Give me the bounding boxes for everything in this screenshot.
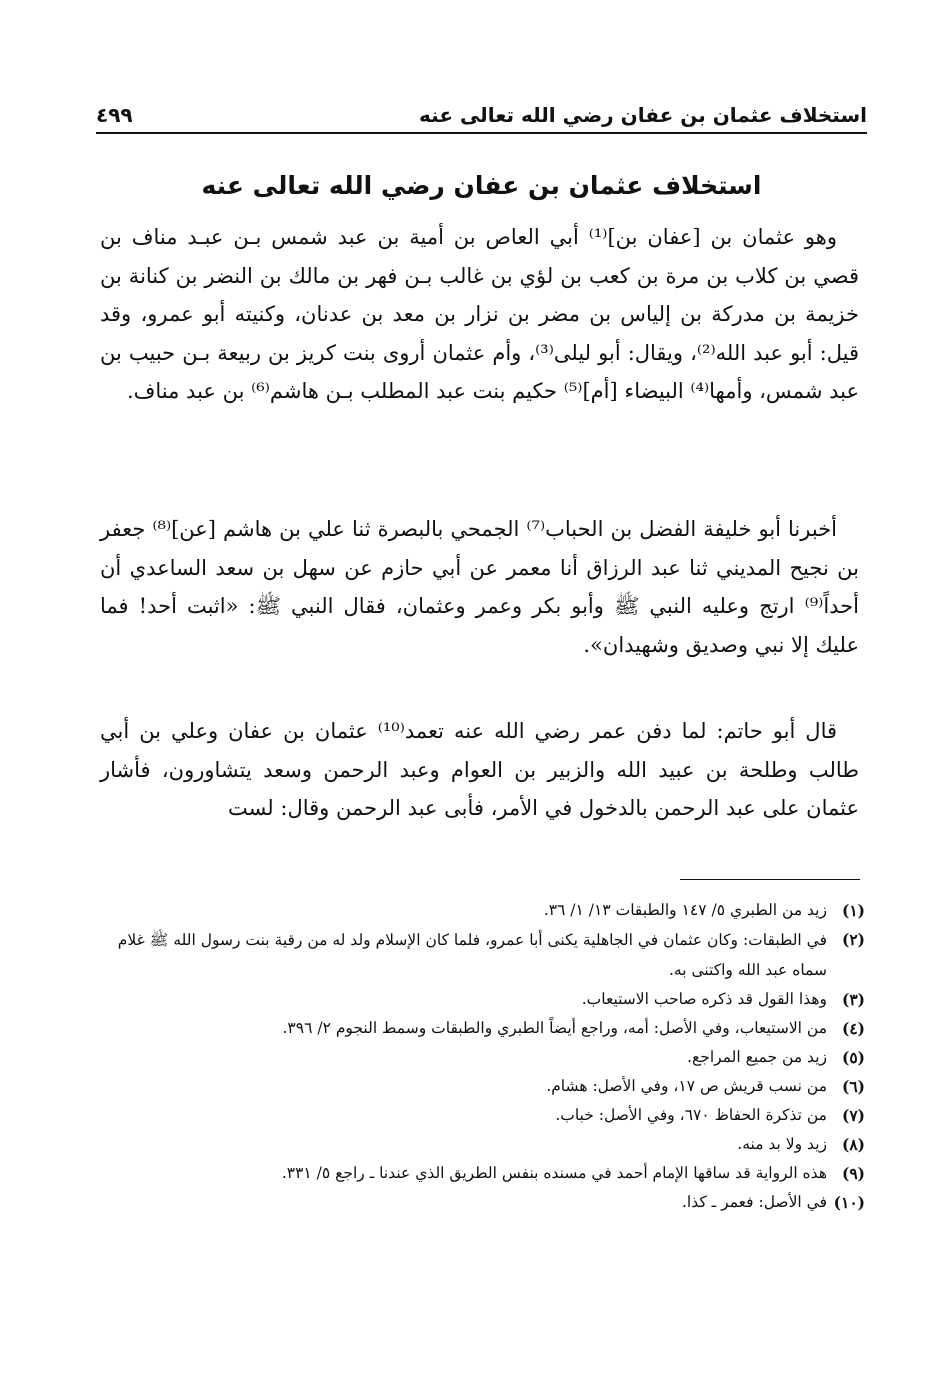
footnote-text: في الأصل: فعمر ـ كذا. (682, 1193, 827, 1211)
footnote-text: من تذكرة الحفاظ ٦٧٠، وفي الأصل: خباب. (555, 1106, 827, 1124)
paragraph-body: [عن]⁽⁸⁾ جعفر بن نجيح المديني ثنا عبد الرزاق أنا معمر عن أبي حازم عن سهل بن سعد الساعدي أن أحداً⁽⁹⁾ ارتج وعليه النبي ﷺ وأبو بكر وعمر وعثمان، فقال النبي ﷺ: «اثبت أحد! فما عليك إلا نبي وصديق وشهيدان». (100, 517, 859, 657)
footnote-text: من نسب قريش ص ١٧، وفي الأصل: هشام. (546, 1077, 827, 1095)
running-title: استخلاف عثمان بن عفان رضي الله تعالى عنه (419, 103, 867, 127)
paragraph-body: مناف بن قصي بن كلاب بن مرة بن كعب بن لؤي بن غالب بـن فهر بن مالك بن النضر بن كنانة بن خزيمة بن مدركة بن إلياس بن مضر بن نزار بن معد بن عدنان، وكنيته أبو عمرو، وقد قيل: أبو عبد الله⁽²⁾، ويقال: أبو ليلى⁽³⁾، وأم عثمان أروى بنت كريز بن ربيعة بـن حبيب بن عبد شمس، وأمها⁽⁴⁾ البيضاء [أم]⁽⁵⁾ حكيم بنت عبد المطلب بـن هاشم⁽⁶⁾ بن عبد مناف. (100, 225, 860, 403)
footnote-item (100, 1072, 865, 1101)
footnote-number: (٤) (841, 1019, 865, 1038)
paragraph-first-line: أخبرنا أبو خليفة الفضل بن الحباب⁽⁷⁾ الجمحي بالبصرة ثنا علي بن هاشم (223, 517, 838, 541)
paragraph-lineage (100, 218, 859, 411)
footnote-text: زيد ولا بد منه. (737, 1135, 827, 1153)
header-rule (96, 132, 867, 134)
footnote-text: في الطبقات: وكان عثمان في الجاهلية يكنى أبا عمرو، فلما كان الإسلام ولد له من رقية بنت رسول الله ﷺ غلام سماه عبد الله واكتنى به. (117, 931, 827, 979)
footnote-item (100, 1188, 865, 1217)
footnote-item (100, 1130, 865, 1159)
footnote-text: زيد من جميع المراجع. (687, 1048, 827, 1066)
footnote-number: (١) (841, 901, 865, 920)
footnote-number: (٥) (841, 1048, 865, 1067)
section-title: استخلاف عثمان بن عفان رضي الله تعالى عنه (201, 171, 762, 200)
footnotes-list (100, 896, 865, 1217)
footnote-number: (٨) (841, 1135, 865, 1154)
footnote-number: (٧) (841, 1106, 865, 1125)
footnote-text: وهذا القول قد ذكره صاحب الاستيعاب. (581, 990, 827, 1008)
footnote-text: زيد من الطبري ٥/ ١٤٧ والطبقات ١٣/ ١/ ٣٦. (543, 901, 827, 919)
paragraph-first-line: وهو عثمان بن [عفان بن]⁽¹⁾ أبي العاص بن أمية بن عبد شمس بـن عبـد (187, 225, 837, 249)
footnote-number: (٢) (841, 930, 865, 949)
footnote-item (100, 1043, 865, 1072)
paragraph-first-line: قال أبو حاتم: لما دفن عمر رضي الله عنه تعمد⁽¹⁰⁾ عثمان بن عفان وعلي بن (139, 719, 838, 743)
footnote-text: من الاستيعاب، وفي الأصل: أمه، وراجع أيضاً الطبري والطبقات وسمط النجوم ٢/ ٣٩٦. (282, 1019, 827, 1037)
footnote-number: (٣) (841, 990, 865, 1009)
footnote-item (100, 896, 865, 925)
footnote-item (100, 985, 865, 1014)
paragraph-abu-hatim (100, 712, 859, 828)
page-number: ٤٩٩ (96, 103, 133, 127)
running-header (96, 92, 867, 130)
paragraph-hadith (100, 510, 859, 664)
footnote-text: هذه الرواية قد ساقها الإمام أحمد في مسنده بنفس الطريق الذي عندنا ـ راجع ٥/ ٣٣١. (281, 1164, 827, 1182)
footnote-item (100, 1159, 865, 1188)
footnote-number: (٦) (841, 1077, 865, 1096)
footnote-item (100, 925, 865, 985)
footnote-number: (٩) (841, 1164, 865, 1183)
footnote-separator (680, 879, 860, 880)
footnote-number: (١٠) (833, 1193, 865, 1212)
footnote-item (100, 1014, 865, 1043)
paragraph-body: أبي طالب وطلحة بن عبيد الله والزبير بن العوام وعبد الرحمن وسعد يتشاورون، فأشار عثمان على عبد الرحمن بالدخول في الأمر، فأبى عبد الرحمن وقال: لست (100, 719, 859, 820)
footnote-item (100, 1101, 865, 1130)
